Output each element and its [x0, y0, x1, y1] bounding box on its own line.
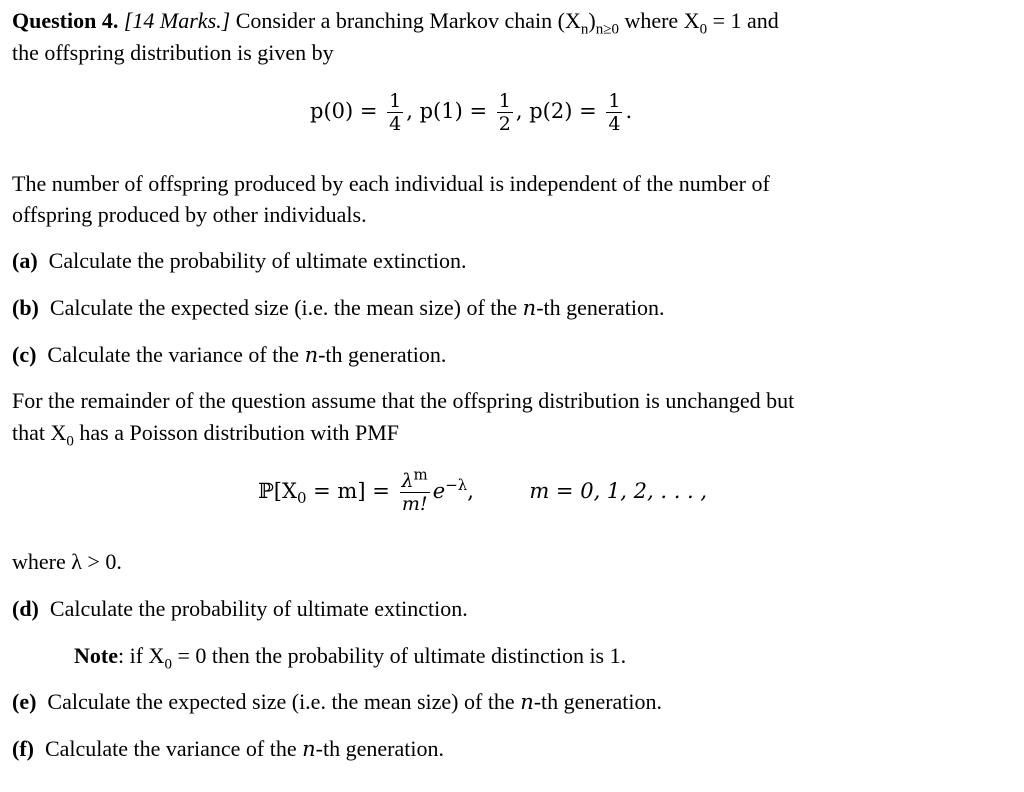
- remainder-line-2-b: has a Poisson distribution with PMF: [73, 420, 400, 445]
- intro-sub3: 0: [699, 21, 708, 38]
- part-e-n: n: [520, 690, 534, 714]
- part-b-text-1: Calculate the expected size (i.e. the mean size) of the: [49, 295, 523, 320]
- part-d-text: Calculate the probability of ultimate extinction.: [49, 596, 468, 621]
- remainder-line-2-a: that X: [12, 420, 67, 445]
- pmf-lhs-sub: 0: [296, 489, 307, 508]
- pmf-exp-power: −λ: [445, 476, 468, 494]
- part-c-text-2: -th generation.: [318, 342, 447, 367]
- p0-denominator: 4: [389, 113, 402, 135]
- independence-line-2: offspring produced by other individuals.: [12, 202, 367, 227]
- part-f-n: n: [302, 737, 316, 761]
- part-a-text: Calculate the probability of ultimate extinction.: [48, 248, 467, 273]
- part-c-label: (c): [12, 342, 37, 367]
- note: [74, 640, 626, 671]
- pmf-lhs: ℙ[X: [258, 479, 297, 503]
- independence-line-1: The number of offspring produced by each individual is independent of the number of: [12, 171, 770, 196]
- poisson-pmf-equation: $ℙ[X_0 = m]$ = $\frac{\lambda^m}{m!}$ $e^{-\lambda}$, m = 0, 1, 2, . . . ,: [258, 465, 708, 515]
- part-b: [12, 292, 665, 324]
- pmf-lambda: λ: [401, 470, 414, 492]
- part-f-label: (f): [12, 736, 34, 761]
- pmf-range: m = 0, 1, 2, . . . ,: [529, 479, 708, 503]
- p2-label: p(2) =: [529, 99, 597, 123]
- part-c-n: n: [304, 343, 319, 367]
- part-f-text-1: Calculate the variance of the: [44, 736, 303, 761]
- part-f: [12, 733, 444, 765]
- pmf-lambda-power: m: [413, 465, 428, 484]
- part-c: [12, 339, 446, 371]
- note-label: Note: [74, 643, 118, 668]
- lambda-condition: where λ > 0.: [12, 549, 122, 574]
- part-d: [12, 593, 468, 624]
- note-text-2: = 0 then the probability of ultimate distinction is 1.: [171, 643, 627, 668]
- fraction-p0: [387, 90, 403, 135]
- intro-mid: where X: [618, 8, 700, 33]
- part-b-text-2: -th generation.: [536, 295, 665, 320]
- part-b-label: (b): [12, 295, 39, 320]
- p2-numerator: 1: [608, 90, 621, 112]
- pmf-factorial: m!: [401, 493, 428, 515]
- part-e-label: (e): [12, 689, 37, 714]
- p1-denominator: 2: [498, 113, 511, 135]
- part-d-label: (d): [12, 596, 39, 621]
- part-c-text-1: Calculate the variance of the: [47, 342, 305, 367]
- question-label: Question 4.: [12, 8, 119, 33]
- part-e-text-2: -th generation.: [533, 689, 663, 714]
- p1-numerator: 1: [498, 90, 511, 112]
- pmf-fraction: [400, 465, 430, 515]
- remainder-sub: 0: [66, 433, 74, 450]
- note-sub: 0: [164, 656, 172, 673]
- part-a: [12, 245, 467, 276]
- intro-sub2: n≥0: [595, 21, 619, 38]
- pmf-exp: e: [432, 479, 446, 503]
- remainder-line-1: For the remainder of the question assume that the offspring distribution is unchanged but: [12, 388, 795, 413]
- part-e-text-1: Calculate the expected size (i.e. the mean size) of the: [47, 689, 521, 714]
- question-document: [12, 0, 1002, 792]
- intro-line-2: the offspring distribution is given by: [12, 40, 334, 65]
- part-e: [12, 686, 662, 718]
- remainder-line-2: [12, 417, 399, 448]
- p0-label: p(0) =: [310, 99, 378, 123]
- part-a-label: (a): [12, 248, 38, 273]
- fraction-p2: [606, 90, 622, 135]
- part-f-text-2: -th generation.: [315, 736, 444, 761]
- intro-text: Consider a branching Markov chain (X: [230, 8, 581, 33]
- p2-denominator: 4: [608, 113, 621, 135]
- p0-numerator: 1: [389, 90, 402, 112]
- offspring-distribution-equation: p(0) = $\frac{1}{4}$ , p(1) = $\frac{1}{2}$ , p(2) = $\frac{1}{4}$ .: [310, 90, 633, 135]
- intro-sub: n: [580, 21, 589, 38]
- pmf-numerator: [400, 465, 430, 493]
- intro-end: = 1 and: [707, 8, 779, 33]
- pmf-denominator: [400, 493, 430, 515]
- question-header: Question 4. [14 Marks.] Consider a branching Markov chain $(X_n)_{n\ge 0}$ where $X_0 = 1$ and: [12, 8, 779, 38]
- part-b-n: n: [522, 296, 537, 320]
- p1-label: p(1) =: [419, 99, 488, 123]
- note-text-1: : if X: [117, 643, 165, 668]
- pmf-lhs-end: = m] =: [306, 479, 390, 503]
- question-marks: [14 Marks.]: [123, 8, 231, 33]
- fraction-p1: [497, 90, 513, 135]
